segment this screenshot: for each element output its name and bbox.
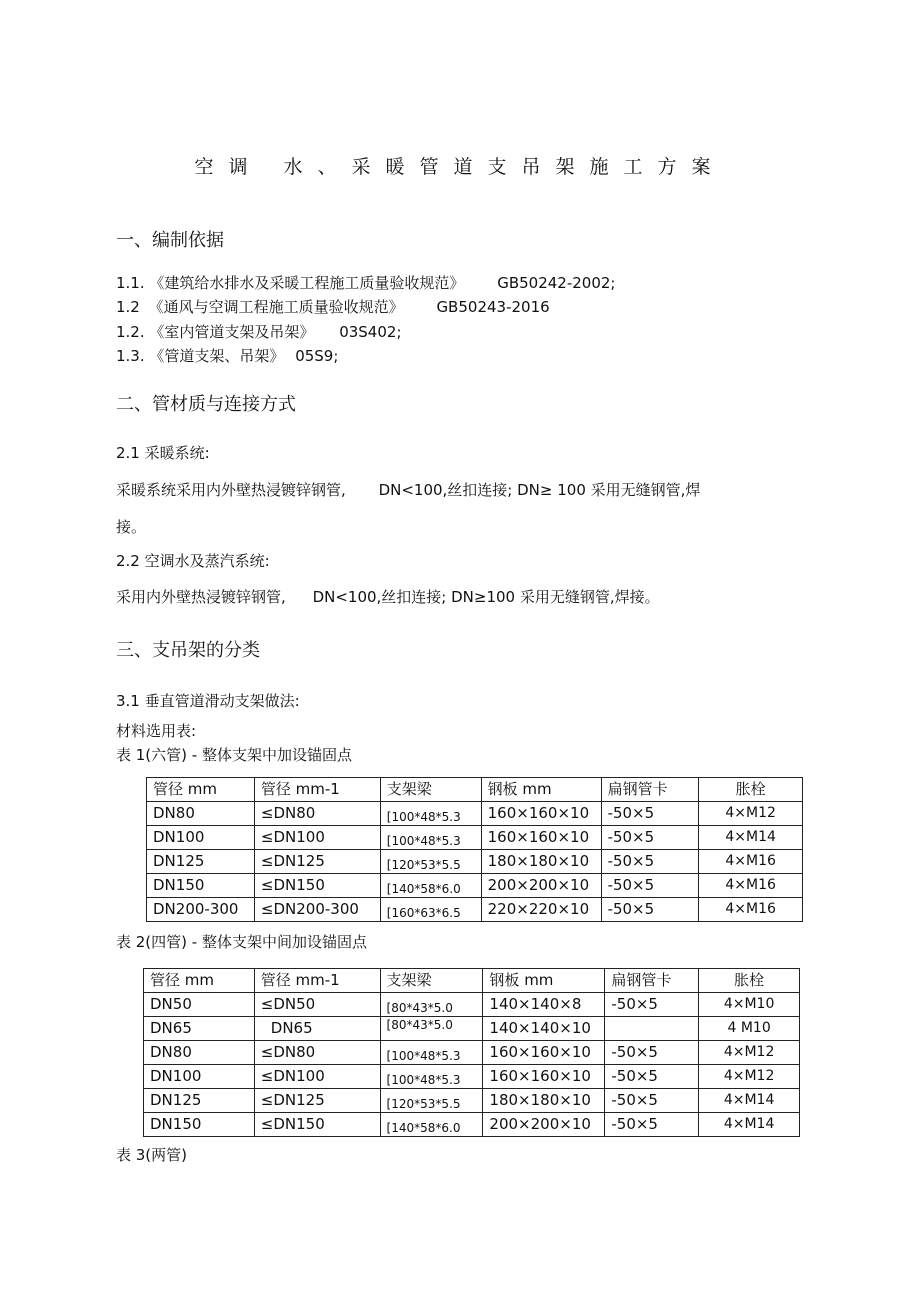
- table-cell: 160×160×10: [483, 1041, 605, 1065]
- table-cell: [80*43*5.0: [380, 1017, 483, 1041]
- table-row: [144, 993, 800, 1017]
- reference-item: [116, 296, 550, 317]
- table-row: [144, 1041, 800, 1065]
- reference-item: [116, 321, 402, 342]
- table-cell: [140*58*6.0: [380, 1113, 483, 1137]
- table-cell: 4×M12: [699, 1065, 800, 1089]
- table-header-row: [144, 969, 800, 993]
- table-cell: DN65: [254, 1017, 380, 1041]
- header-cell: 管径 mm: [144, 969, 255, 993]
- table-cell: DN65: [144, 1017, 255, 1041]
- header-cell: 胀栓: [699, 969, 800, 993]
- table-cell: [140*58*6.0: [380, 874, 481, 898]
- header-cell: 支架梁: [380, 778, 481, 802]
- section-heading-classification: 三、支吊架的分类: [116, 640, 260, 661]
- reference-name: 《管道支架、吊架》: [149, 347, 285, 365]
- table-cell: [100*48*5.3: [380, 1041, 483, 1065]
- table-cell: 4×M12: [699, 1041, 800, 1065]
- paragraph-heating-cont: 接。: [116, 518, 147, 536]
- table-cell: [605, 1017, 699, 1041]
- table-cell: -50×5: [605, 1089, 699, 1113]
- header-cell: 管径 mm: [147, 778, 255, 802]
- table-cell: -50×5: [605, 1041, 699, 1065]
- table-cell: ≤DN80: [254, 1041, 380, 1065]
- table-cell: ≤DN150: [254, 874, 380, 898]
- paragraph-ac-steam: [116, 586, 660, 607]
- table-cell: DN150: [147, 874, 255, 898]
- subheading-vertical-support: 3.1 垂直管道滑动支架做法:: [116, 692, 300, 710]
- table-cell: ≤DN150: [254, 1113, 380, 1137]
- table-cell: -50×5: [605, 1113, 699, 1137]
- materials-label: 材料选用表:: [116, 722, 197, 740]
- table-cell: 140×140×8: [483, 993, 605, 1017]
- table-row: [147, 874, 803, 898]
- header-cell: 管径 mm-1: [254, 969, 380, 993]
- header-cell: 管径 mm-1: [254, 778, 380, 802]
- table-cell: 4×M14: [699, 826, 803, 850]
- header-cell: 扁钢管卡: [601, 778, 699, 802]
- table-cell: 4×M14: [699, 1089, 800, 1113]
- reference-name: 《通风与空调工程施工质量验收规范》: [148, 298, 404, 316]
- table-cell: 4×M14: [699, 1113, 800, 1137]
- table-row: [147, 850, 803, 874]
- table-cell: 160×160×10: [481, 802, 601, 826]
- table-cell: -50×5: [601, 874, 699, 898]
- section-heading-basis: 一、编制依据: [116, 230, 224, 251]
- table-cell: 4×M16: [699, 850, 803, 874]
- reference-item: [116, 272, 615, 293]
- table3-caption: 表 3(两管): [116, 1146, 188, 1164]
- table-cell: -50×5: [601, 898, 699, 922]
- table2-caption: 表 2(四管) - 整体支架中间加设锚固点: [116, 933, 367, 951]
- table-cell: [120*53*5.5: [380, 850, 481, 874]
- table-cell: 200×200×10: [481, 874, 601, 898]
- table-cell: [80*43*5.0: [380, 993, 483, 1017]
- page-title: 空调 水、采暖管道支吊架施工方案: [194, 156, 726, 178]
- table-cell: 4×M16: [699, 898, 803, 922]
- table-cell: ≤DN100: [254, 826, 380, 850]
- table-cell: 4×M12: [699, 802, 803, 826]
- reference-code: 05S9;: [295, 347, 339, 365]
- reference-name: 《室内管道支架及吊架》: [149, 323, 315, 341]
- paragraph-text: 采暖系统采用内外壁热浸镀锌钢管,: [116, 481, 346, 499]
- table-cell: 180×180×10: [481, 850, 601, 874]
- table-cell: [100*48*5.3: [380, 1065, 483, 1089]
- reference-name: 《建筑给水排水及采暖工程施工质量验收规范》: [149, 274, 465, 292]
- reference-number: 1.2: [116, 298, 140, 316]
- header-cell: 胀栓: [699, 778, 803, 802]
- spec-table-four-pipe: [143, 968, 800, 1137]
- table-cell: ≤DN125: [254, 1089, 380, 1113]
- table-cell: ≤DN125: [254, 850, 380, 874]
- subheading-heating: 2.1 采暖系统:: [116, 444, 210, 462]
- table-cell: 200×200×10: [483, 1113, 605, 1137]
- reference-number: 1.3.: [116, 347, 145, 365]
- table-row: [144, 1065, 800, 1089]
- paragraph-text: 采用内外壁热浸镀锌钢管,: [116, 588, 286, 606]
- table-cell: 140×140×10: [483, 1017, 605, 1041]
- table-cell: [120*53*5.5: [380, 1089, 483, 1113]
- header-cell: 扁钢管卡: [605, 969, 699, 993]
- table-row: [147, 898, 803, 922]
- paragraph-heating: [116, 479, 700, 500]
- table-cell: ≤DN50: [254, 993, 380, 1017]
- paragraph-text: DN<100,丝扣连接; DN≥ 100 采用无缝钢管,焊: [378, 481, 701, 499]
- reference-code: GB50242-2002;: [497, 274, 616, 292]
- header-cell: 支架梁: [380, 969, 483, 993]
- spec-table-six-pipe: [146, 777, 803, 922]
- reference-item: [116, 345, 338, 366]
- header-cell: 钢板 mm: [483, 969, 605, 993]
- table-cell: ≤DN80: [254, 802, 380, 826]
- reference-code: 03S402;: [339, 323, 402, 341]
- table-row: [147, 826, 803, 850]
- table-cell: 4×M16: [699, 874, 803, 898]
- table-cell: DN80: [147, 802, 255, 826]
- table-cell: 4×M10: [699, 993, 800, 1017]
- table-cell: 160×160×10: [483, 1065, 605, 1089]
- table-cell: DN50: [144, 993, 255, 1017]
- table-cell: 220×220×10: [481, 898, 601, 922]
- table-cell: -50×5: [601, 850, 699, 874]
- table-cell: -50×5: [601, 826, 699, 850]
- table-cell: [160*63*6.5: [380, 898, 481, 922]
- table-row: [144, 1089, 800, 1113]
- table-cell: DN100: [147, 826, 255, 850]
- table-cell: -50×5: [605, 1065, 699, 1089]
- table-cell: 160×160×10: [481, 826, 601, 850]
- table-row: [147, 802, 803, 826]
- table-row: [144, 1113, 800, 1137]
- table-cell: DN125: [144, 1089, 255, 1113]
- reference-code: GB50243-2016: [436, 298, 550, 316]
- table-cell: DN125: [147, 850, 255, 874]
- table-cell: [100*48*5.3: [380, 826, 481, 850]
- table1-caption: 表 1(六管) - 整体支架中加设锚固点: [116, 746, 352, 764]
- table-cell: ≤DN100: [254, 1065, 380, 1089]
- header-cell: 钢板 mm: [481, 778, 601, 802]
- subheading-ac-steam: 2.2 空调水及蒸汽系统:: [116, 552, 270, 570]
- table-header-row: [147, 778, 803, 802]
- table-cell: -50×5: [605, 993, 699, 1017]
- table-cell: -50×5: [601, 802, 699, 826]
- reference-number: 1.2.: [116, 323, 145, 341]
- table-cell: DN100: [144, 1065, 255, 1089]
- table-row: [144, 1017, 800, 1041]
- reference-number: 1.1.: [116, 274, 145, 292]
- table-cell: DN150: [144, 1113, 255, 1137]
- table-cell: [100*48*5.3: [380, 802, 481, 826]
- table-cell: 180×180×10: [483, 1089, 605, 1113]
- paragraph-text: DN<100,丝扣连接; DN≥100 采用无缝钢管,焊接。: [312, 588, 660, 606]
- table-cell: DN200-300: [147, 898, 255, 922]
- table-cell: DN80: [144, 1041, 255, 1065]
- table-cell: ≤DN200-300: [254, 898, 380, 922]
- section-heading-materials: 二、管材质与连接方式: [116, 394, 296, 415]
- table-cell: 4 M10: [699, 1017, 800, 1041]
